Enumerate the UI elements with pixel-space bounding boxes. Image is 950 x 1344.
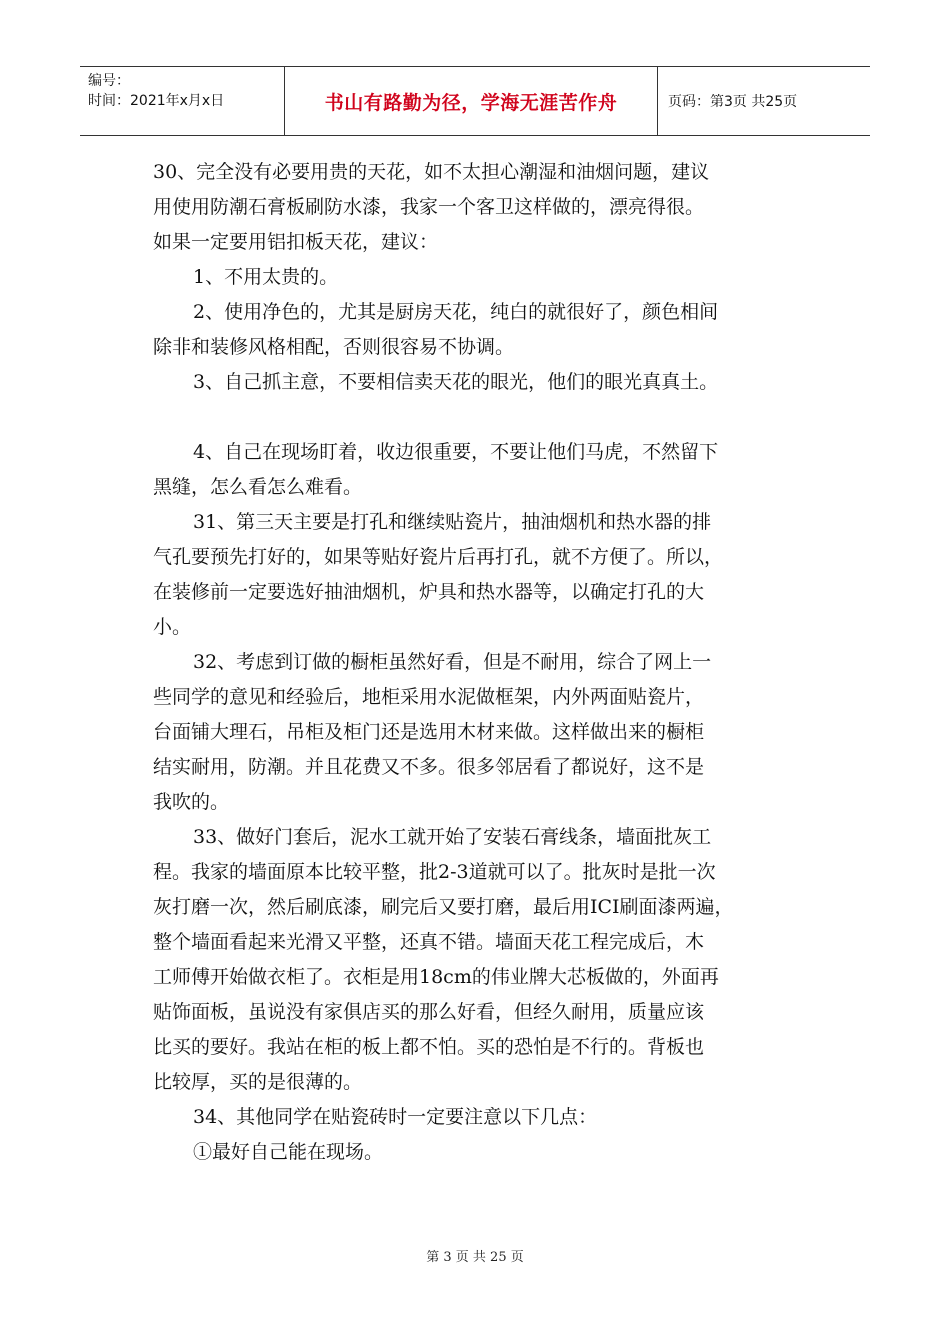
header-motto: 书山有路勤为径，学海无涯苦作舟 <box>284 67 658 135</box>
text-line: 整个墙面看起来光滑又平整，还真不错。墙面天花工程完成后，木 <box>153 931 705 953</box>
text-line: 31、第三天主要是打孔和继续贴瓷片，抽油烟机和热水器的排 <box>193 511 712 533</box>
document-body <box>153 155 813 1170</box>
time-label: 时间：2021年x月x日 <box>88 93 225 109</box>
header-table <box>80 66 870 136</box>
text-line: 贴饰面板，虽说没有家俱店买的那么好看，但经久耐用，质量应该 <box>153 1001 705 1023</box>
header-page-info: 页码：第3页 共25页 <box>668 94 798 110</box>
text-line: 在装修前一定要选好抽油烟机，炉具和热水器等，以确定打孔的大 <box>153 581 705 603</box>
number-label: 编号： <box>88 73 130 89</box>
text-line: 3、自己抓主意，不要相信卖天花的眼光，他们的眼光真真土。 <box>193 371 719 393</box>
text-line: 些同学的意见和经验后，地柜采用水泥做框架，内外两面贴瓷片， <box>153 686 705 708</box>
text-line: 用使用防潮石膏板刷防水漆，我家一个客卫这样做的，漂亮得很。 <box>153 196 705 218</box>
text-line: 黑缝，怎么看怎么难看。 <box>153 476 363 498</box>
text-line: 除非和装修风格相配，否则很容易不协调。 <box>153 336 515 358</box>
text-line: 1、不用太贵的。 <box>193 266 339 288</box>
text-line: ①最好自己能在现场。 <box>193 1141 384 1163</box>
text-line: 台面铺大理石，吊柜及柜门还是选用木材来做。这样做出来的橱柜 <box>153 721 705 743</box>
text-line: 30、完全没有必要用贵的天花，如不太担心潮湿和油烟问题，建议 <box>153 161 710 183</box>
page-footer: 第 3 页 共 25 页 <box>426 1250 524 1265</box>
text-line: 工师傅开始做衣柜了。衣柜是用18cm的伟业牌大芯板做的，外面再 <box>153 966 719 988</box>
text-line: 如果一定要用铝扣板天花，建议： <box>153 231 439 253</box>
text-line: 2、使用净色的，尤其是厨房天花，纯白的就很好了，颜色相间 <box>193 301 719 323</box>
text-line: 程。我家的墙面原本比较平整，批2-3道就可以了。批灰时是批一次 <box>153 861 716 883</box>
text-line: 结实耐用，防潮。并且花费又不多。很多邻居看了都说好，这不是 <box>153 756 705 778</box>
text-line: 气孔要预先打好的，如果等贴好瓷片后再打孔，就不方便了。所以， <box>153 546 724 568</box>
text-line: 小。 <box>153 616 192 638</box>
header-meta <box>80 67 284 135</box>
text-line: 33、做好门套后，泥水工就开始了安装石膏线条，墙面批灰工 <box>193 826 712 848</box>
text-line: 32、考虑到订做的橱柜虽然好看，但是不耐用，综合了网上一 <box>193 651 712 673</box>
text-line: 比较厚，买的是很薄的。 <box>153 1071 363 1093</box>
text-line: 我吹的。 <box>153 791 230 813</box>
text-line: 灰打磨一次，然后刷底漆，刷完后又要打磨，最后用ICI刷面漆两遍， <box>153 896 734 918</box>
text-line: 比买的要好。我站在柜的板上都不怕。买的恐怕是不行的。背板也 <box>153 1036 705 1058</box>
text-line: 34、其他同学在贴瓷砖时一定要注意以下几点： <box>193 1106 598 1128</box>
text-line: 4、自己在现场盯着，收边很重要，不要让他们马虎，不然留下 <box>193 441 719 463</box>
